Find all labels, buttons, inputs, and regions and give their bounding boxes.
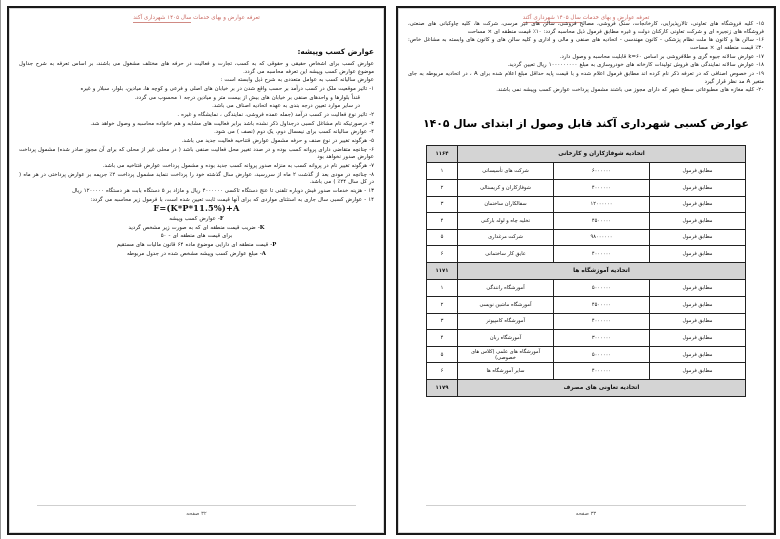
row-number: ۱ xyxy=(427,163,458,180)
row-amount: ۹۸۰۰۰۰۰۰ xyxy=(554,229,650,246)
clause-16 xyxy=(408,37,764,52)
clause-15 xyxy=(408,21,764,36)
clause-7-text: هرگونه تغییر نام در پروانه کسب به منزله صدور پروانه کسب جدید بوده و مشمول پرداخت عوارض قتناخیه می باشد. xyxy=(102,163,368,170)
row-amount: ۳۰۰۰۰۰۰ xyxy=(554,330,650,347)
row-description: شرکت مرغداری xyxy=(458,229,554,246)
row-number: ۲ xyxy=(427,179,458,196)
row-number: ۳ xyxy=(427,196,458,213)
row-number: ۶ xyxy=(427,246,458,263)
table-group-header xyxy=(427,145,746,163)
running-header-right xyxy=(19,15,374,21)
clause-2 xyxy=(19,112,374,120)
clause-1-text: تاثیر موقعیت ملک در کسب درآمد بر حسب واقع شدن در بر خیابان های اصلی و فرعی و کوچه ها، میادین، بلوار، سبلار و غیره xyxy=(80,85,368,92)
clause-20 xyxy=(408,87,764,95)
table-row xyxy=(427,213,746,230)
page-number-left: ۳۳ صفحه xyxy=(575,511,597,517)
group-title: اتحادیه شوفاژکاران و کارخانی xyxy=(458,145,746,163)
table-row xyxy=(427,179,746,196)
legend-F-text: - عوارض کسب وپیشه xyxy=(169,216,220,223)
group-title: اتحادیه تعاونی های مصرف xyxy=(458,379,746,397)
row-description: آموزشگاه های علمی (کلاس های خصوصی) xyxy=(458,346,554,363)
clause-4 xyxy=(19,129,374,137)
row-note: مطابق فرمول xyxy=(650,179,746,196)
footer-divider-right xyxy=(37,505,356,506)
clause-5-text: هرگونه تغییر در نوع صنف و حرفه مشمول عوارض قتناحیه فعالیت جدید می باشد. xyxy=(181,138,368,145)
row-amount: ۴۵۰۰۰۰۰ xyxy=(554,213,650,230)
row-note: مطابق فرمول xyxy=(650,346,746,363)
row-number: ۵ xyxy=(427,229,458,246)
row-amount: ۱۲۰۰۰۰۰۰ xyxy=(554,196,650,213)
intro-paragraph-2: عوارض سالیانه کسب به عوامل متعددی به شرح ذیل وابسته است : xyxy=(220,77,374,84)
table-row xyxy=(427,363,746,380)
row-note: مطابق فرمول xyxy=(650,363,746,380)
clause-14-text: عوارض کسبی سال جاری به استثنای مواردی که برای آنها قیمت ثابت تعیین شده است، با فرمول زیر محاسبه می گردد: xyxy=(90,196,363,203)
legend-K-note xyxy=(19,233,374,241)
table-heading: عوارض کسبی شهرداری آکند قابل وصول از ابتدای سال ۱۴۰۵ xyxy=(423,116,749,130)
legend-A-symbol: A xyxy=(261,250,266,257)
left-page-body xyxy=(408,21,764,397)
row-amount: ۶۰۰۰۰۰۰ xyxy=(554,163,650,180)
clause-16-number: ۱۶- xyxy=(756,37,764,44)
clause-18-text: عوارض سالانه نمایندگی های فروش تولیدات کارخانه های خودروسازی به مبلغ ۱۰۰۰۰۰۰۰۰۰ ریال تعیین گردید. xyxy=(507,62,755,69)
row-amount: ۴۰۰۰۰۰۰ xyxy=(554,246,650,263)
row-amount: ۴۵۰۰۰۰۰ xyxy=(554,296,650,313)
clause-7 xyxy=(19,163,374,171)
clause-6 xyxy=(19,147,374,162)
page-left xyxy=(390,0,780,539)
row-note: مطابق فرمول xyxy=(650,163,746,180)
group-code: ۱۱۷۱ xyxy=(427,262,458,280)
running-header-plain-left: تعرفه عوارض و بهای خدمات xyxy=(580,15,650,21)
tariff-table xyxy=(426,145,746,398)
row-note: مطابق فرمول xyxy=(650,280,746,297)
row-amount: ۴۰۰۰۰۰۰ xyxy=(554,313,650,330)
legend-K-symbol: K xyxy=(259,224,265,231)
row-note: مطابق فرمول xyxy=(650,296,746,313)
row-note: مطابق فرمول xyxy=(650,313,746,330)
row-description: شوفاژکاران و کریستالی xyxy=(458,179,554,196)
row-note: مطابق فرمول xyxy=(650,213,746,230)
table-row xyxy=(427,313,746,330)
group-title: اتحادیه آموزشگاه ها xyxy=(458,262,746,280)
clause-20-number: ۲۰- xyxy=(756,87,764,94)
clause-1-number: ۱- xyxy=(369,85,374,92)
row-number: ۴ xyxy=(427,213,458,230)
clause-8 xyxy=(19,172,374,187)
row-description: آموزشگاه زبان xyxy=(458,330,554,347)
row-amount: ۵۰۰۰۰۰۰ xyxy=(554,346,650,363)
clause-15-number: ۱۵- xyxy=(756,21,764,27)
clause-4-number: ۴- xyxy=(369,129,374,136)
table-row xyxy=(427,346,746,363)
table-group-header xyxy=(427,379,746,397)
clause-5-number: ۵- xyxy=(369,138,374,145)
clause-2-number: ۲- xyxy=(369,112,374,119)
clause-20-text: کلیه مغازه های مطبوعاتی سطح شهر که دارای مجوز می باشند مشمول پرداخت عوارض کسب وپیشه نمی باشند. xyxy=(496,87,755,94)
clause-3-number: ۳- xyxy=(369,120,374,127)
formula-line xyxy=(19,205,374,215)
clause-13 xyxy=(19,188,374,196)
page-sheet-right xyxy=(7,6,386,535)
tax-formula: F=(K*P*11.5%)+A xyxy=(153,203,240,214)
clause-16-text: سالن ها و کانون ها ملت نظام پزشکی - کانون مهندسی - اتحادیه های صنفی و مالی و اداری و کلیه سالن های و کانون های وابسته به مشاغل خاص: ۳۰٪ قیمت منطقه ای × مساحت xyxy=(408,37,764,51)
clause-6-text: چنانچه متقاضی دارای پروانه کسب بوده و در صدد تغییر محل فعالیت صنفی باشد ( در محلی غیر از محلی که برای آن مجوز صادر شده) مشمول پرداخت عوارض صدور نخواهد بود xyxy=(19,146,374,161)
row-number: ۵ xyxy=(427,346,458,363)
clause-19-number: ۱۹- xyxy=(756,70,764,77)
clause-8-text: چنانچه در مودی بعد از گذشت ۲ ماه از سررسید، عوارض سال گذشته خود را پرداخت ننماید مشمول پرداخت ۲٪ جریمه بر عوارض پرداختی در هر ماه ( در کل سال ۲۴٪ ) می باشد. xyxy=(19,171,374,186)
row-number: ۴ xyxy=(427,330,458,347)
clause-5 xyxy=(19,138,374,146)
page-number-right: ۳۲ صفحه xyxy=(186,511,207,517)
row-amount: ۴۰۰۰۰۰۰ xyxy=(554,179,650,196)
page-sheet-left xyxy=(396,6,776,535)
row-description: آموزشگاه رانندگی xyxy=(458,280,554,297)
clause-2-text: تاثیر نوع فعالیت در کسب درآمد (جمله عمده فروشی، نمایندگی ، نمایشگاه و غیره . xyxy=(177,112,368,119)
legend-P-symbol: P xyxy=(272,242,277,249)
clause-4-text: عوارض سالیانه کسب برای نیمسال دوم، یک دوم (نصف ) می شود. xyxy=(214,129,368,136)
tariff-table-body xyxy=(427,145,746,397)
clause-19 xyxy=(408,71,764,86)
legend-K xyxy=(19,225,374,233)
table-row xyxy=(427,196,746,213)
clause-13-number: ۱۳ - xyxy=(364,188,374,195)
row-description: سفالکاران ساختمان xyxy=(458,196,554,213)
clause-19-text: در خصوص اصنافی که در تعرفه ذکر نام کرده اند مطابق فرمول اعلام شده و با قیمت پایه حداقل مبلغ اعلام شده برای A ، در اتحادیه مربوطه به جای متغیر A مد نظر قرار گیرد xyxy=(408,70,764,85)
table-group-header xyxy=(427,262,746,280)
row-number: ۱ xyxy=(427,280,458,297)
clause-1-sub-a-text: قنداً بلوارها و واحدهای صنفی بر خیابان های بیش از بیست متر و میادین درجه ۱ محسوب می گردد. xyxy=(134,94,360,101)
clause-15-text: کلیه فروشگاه های تعاونی، تالارپذیرایی، کارخانجات، سنگ فروشی، مصالح فروشی، سالن های غیر مرسی، شرکت ها، کلیه چاوکبانی های صنعتی، فروشگاه های زنجیره ای و شرکت تعاونی کارکنان دولت و غیره مطابق فرمول ذیل محاسبه گردد: ۱۰٪ قیمت منطقه ای × مساحت xyxy=(408,21,764,35)
row-note: مطابق فرمول xyxy=(650,246,746,263)
intro-paragraph-1: عوارض کسب برای اشخاص حقیقی و حقوقی که به کسب، تجارت و فعالیت در حرفه های مختلف مشغول می باشند، بر اساس تعرفه به شرح جداول موضوع عوارض کسب وپیشه این تعرفه محاسبه می گردد. xyxy=(19,61,374,75)
row-note: مطابق فرمول xyxy=(650,330,746,347)
right-page-body xyxy=(19,47,374,258)
legend-A xyxy=(19,251,374,259)
table-row xyxy=(427,163,746,180)
clause-17-number: ۱۷- xyxy=(756,53,764,60)
row-number: ۳ xyxy=(427,313,458,330)
legend-F xyxy=(19,216,374,224)
clause-6-number: ۶- xyxy=(369,146,374,153)
running-header-plain-right: تعرفه عوارض و بهای خدمات xyxy=(191,15,260,21)
footer-divider-left xyxy=(426,505,746,506)
row-description: آموزشگاه کامپیوتر xyxy=(458,313,554,330)
group-code: ۱۱۷۹ xyxy=(427,379,458,397)
row-description: سایر آموزشگاه ها xyxy=(458,363,554,380)
clause-13-text: هزینه خدمات صدور فیش دوباره تلفنی تا عنج دستگاه تاکسی ۴۰۰۰۰۰۰ ریال و مازاد بر ۵ دستگاه بابت هر دستگاه ۱۲۰۰۰۰۰ ریال xyxy=(72,188,363,195)
clause-1-sub-b xyxy=(19,103,374,111)
clause-1-sub-b-text: در سایر موارد تعیین درجه بندی به عهده اتحادیه اصناف می باشد. xyxy=(212,103,360,110)
table-row xyxy=(427,229,746,246)
clause-17 xyxy=(408,54,764,62)
clause-17-text: عوارض سالانه جیوه گری و طلافروشی بر اساس ۶۰=k قابلیت محاسبه و وصول دارد. xyxy=(559,53,755,60)
legend-F-symbol: F xyxy=(219,216,224,223)
row-note: مطابق فرمول xyxy=(650,229,746,246)
row-amount: ۴۰۰۰۰۰۰ xyxy=(554,363,650,380)
legend-A-text: - مبلغ عوارض کسب وپیشه مشخص شده در جدول مربوطه xyxy=(127,250,262,257)
table-row xyxy=(427,246,746,263)
row-number: ۶ xyxy=(427,363,458,380)
running-header-underlined-right: سال ۱۴۰۵ شهرداری آکند xyxy=(133,15,192,21)
row-description: عایق کار ساختمانی xyxy=(458,246,554,263)
legend-P xyxy=(19,242,374,250)
legend-K-text: - ضریب قیمت منطقه ای که به صورت زیر مشخص گردید xyxy=(128,224,260,231)
row-number: ۲ xyxy=(427,296,458,313)
row-note: مطابق فرمول xyxy=(650,196,746,213)
row-description: آموزشگاه ماشین نویسی xyxy=(458,296,554,313)
clause-8-number: ۸- xyxy=(369,171,374,178)
clause-14-number: ۱۴ - xyxy=(364,196,374,203)
clause-18-number: ۱۸- xyxy=(756,62,764,69)
clause-1-sub-a xyxy=(19,95,374,103)
legend-P-text: - قیمت منطقه ای دارایی موضوع ماده ۶۴ قانون مالیات های مستقیم xyxy=(116,242,273,249)
legend-K-note-text: برای قیمت های منطقه ای - ۵۰ xyxy=(160,233,233,240)
table-row xyxy=(427,330,746,347)
section-title-business-tax: عوارض کسب وپیشه: xyxy=(297,47,374,56)
clause-7-number: ۷- xyxy=(369,163,374,170)
clause-3-text: درصورتیکه نام مشاغل کسبی درجداول ذکر نشده باشد برابر فعالیت های مشابه و هم خانواده محاسبه و وصول خواهد شد. xyxy=(90,120,368,127)
group-code: ۱۱۶۴ xyxy=(427,145,458,163)
table-row xyxy=(427,296,746,313)
table-row xyxy=(427,280,746,297)
row-description: شرکت های تأسیساتی xyxy=(458,163,554,180)
running-header-underlined-left: سال ۱۴۰۵ شهرداری آکند xyxy=(522,15,581,21)
row-amount: ۵۰۰۰۰۰۰ xyxy=(554,280,650,297)
clause-18 xyxy=(408,62,764,70)
clause-3 xyxy=(19,121,374,129)
clause-1 xyxy=(19,86,374,94)
row-description: تخلیه چاه و لوله بازکنی xyxy=(458,213,554,230)
